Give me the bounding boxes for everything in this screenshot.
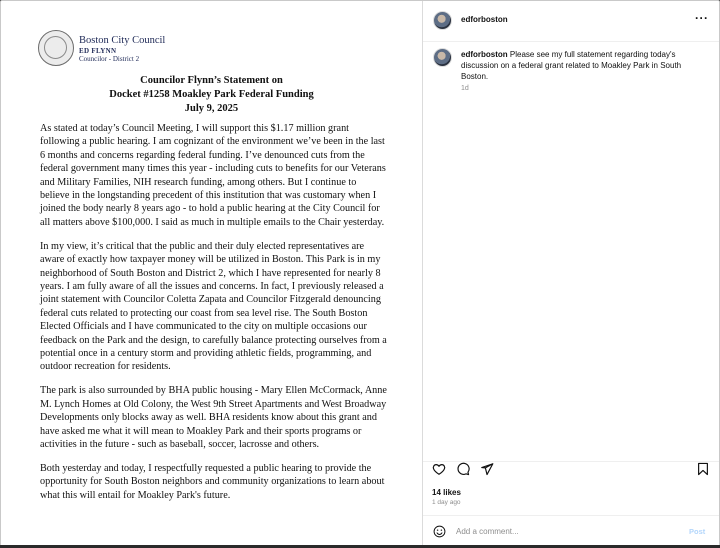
letterhead-person: ED FLYNN	[79, 47, 117, 55]
caption-timestamp: 1d	[461, 85, 469, 92]
post-comment-button[interactable]: Post	[689, 527, 706, 536]
statement-body	[40, 122, 387, 513]
statement-date: July 9, 2025	[184, 103, 239, 114]
statement-paragraph: In my view, it’s critical that the public and their duly elected representatives are aware of exactly how taxpayer money will be utilized in Boston. This Park is in my neighborhood of South Boston and District 2, which I have represented for nearly 8 years. I am fully aware of all the issues and concerns. In fact, I previously released a joint statement with Councilor Coletta Zapata and Councilor Fitzgerald denouncing federal cuts related to protecting our coast from sea level rise. The South Boston Elected Officials and I have communicated to the city on multiple occasions our feedback on the Park and the design, to carefully balance protecting ourselves from a potential once in a century storm and providing athletic fields, programming, and outdoor recreation for residents.	[40, 240, 387, 373]
post-timestamp: 1 day ago	[432, 499, 461, 506]
statement-title-line: Docket #1258 Moakley Park Federal Funding	[109, 89, 314, 100]
statement-title	[1, 74, 422, 116]
statement-paragraph: As stated at today’s Council Meeting, I will support this $1.17 million grant following a public hearing. I am cognizant of the environment we’ve been in the last 6 months and concerns regarding federal funding. I’ve denounced cuts from the federal government many times this year - including cuts to benefits for our Veterans and Military Families, NIH research funding, among others. But I continue to believe in the longstanding precedent of this institution that was customary when I joined the body nearly 8 years ago - to hold a public hearing at the City Council for all matters above $100,000. I said as much in multiple emails to the Chair yesterday.	[40, 123, 386, 228]
like-count[interactable]: 14 likes	[432, 488, 461, 497]
post-sidebar	[423, 1, 719, 546]
comment-icon[interactable]	[456, 462, 470, 476]
statement-paragraph: Both yesterday and today, I respectfully requested a public hearing to provide the opportunity for South Boston neighbors and community organizations to learn about what this will entail for Moakley Park's future.	[40, 462, 385, 501]
header-username[interactable]: edforboston	[461, 15, 508, 24]
bookmark-icon[interactable]	[696, 462, 710, 476]
caption-avatar[interactable]	[433, 48, 452, 67]
avatar[interactable]	[433, 11, 452, 30]
letterhead-role: Councilor - District 2	[79, 55, 140, 63]
comment-bar	[423, 515, 719, 547]
emoji-icon[interactable]	[433, 525, 446, 538]
city-seal-logo	[38, 30, 74, 66]
statement-paragraph: The park is also surrounded by BHA public housing - Mary Ellen McCormack, Anne M. Lynch Homes at Old Colony, the West 9th Street Apartments and West Broadway Developments only blocks away as well. BHA residents know about this grant and have asked me what it will mean to Moakley Park and their sports programs or activities in the future - such as baseball, soccer, lacrosse and others.	[40, 385, 387, 450]
caption-text: Please see my full statement regarding today's discussion on a federal grant related to Moakley Park in South Boston.	[461, 50, 682, 81]
send-icon[interactable]	[480, 462, 494, 476]
heart-icon[interactable]	[432, 462, 446, 476]
comment-input[interactable]	[456, 523, 676, 539]
post-caption	[461, 49, 709, 82]
letterhead-org-name: Boston City Council	[79, 35, 166, 46]
post-header	[423, 1, 719, 42]
statement-title-line: Councilor Flynn’s Statement on	[140, 75, 283, 86]
statement-document-image	[1, 1, 423, 546]
caption-username[interactable]: edforboston	[461, 50, 508, 59]
more-options-icon[interactable]: ···	[695, 11, 709, 25]
